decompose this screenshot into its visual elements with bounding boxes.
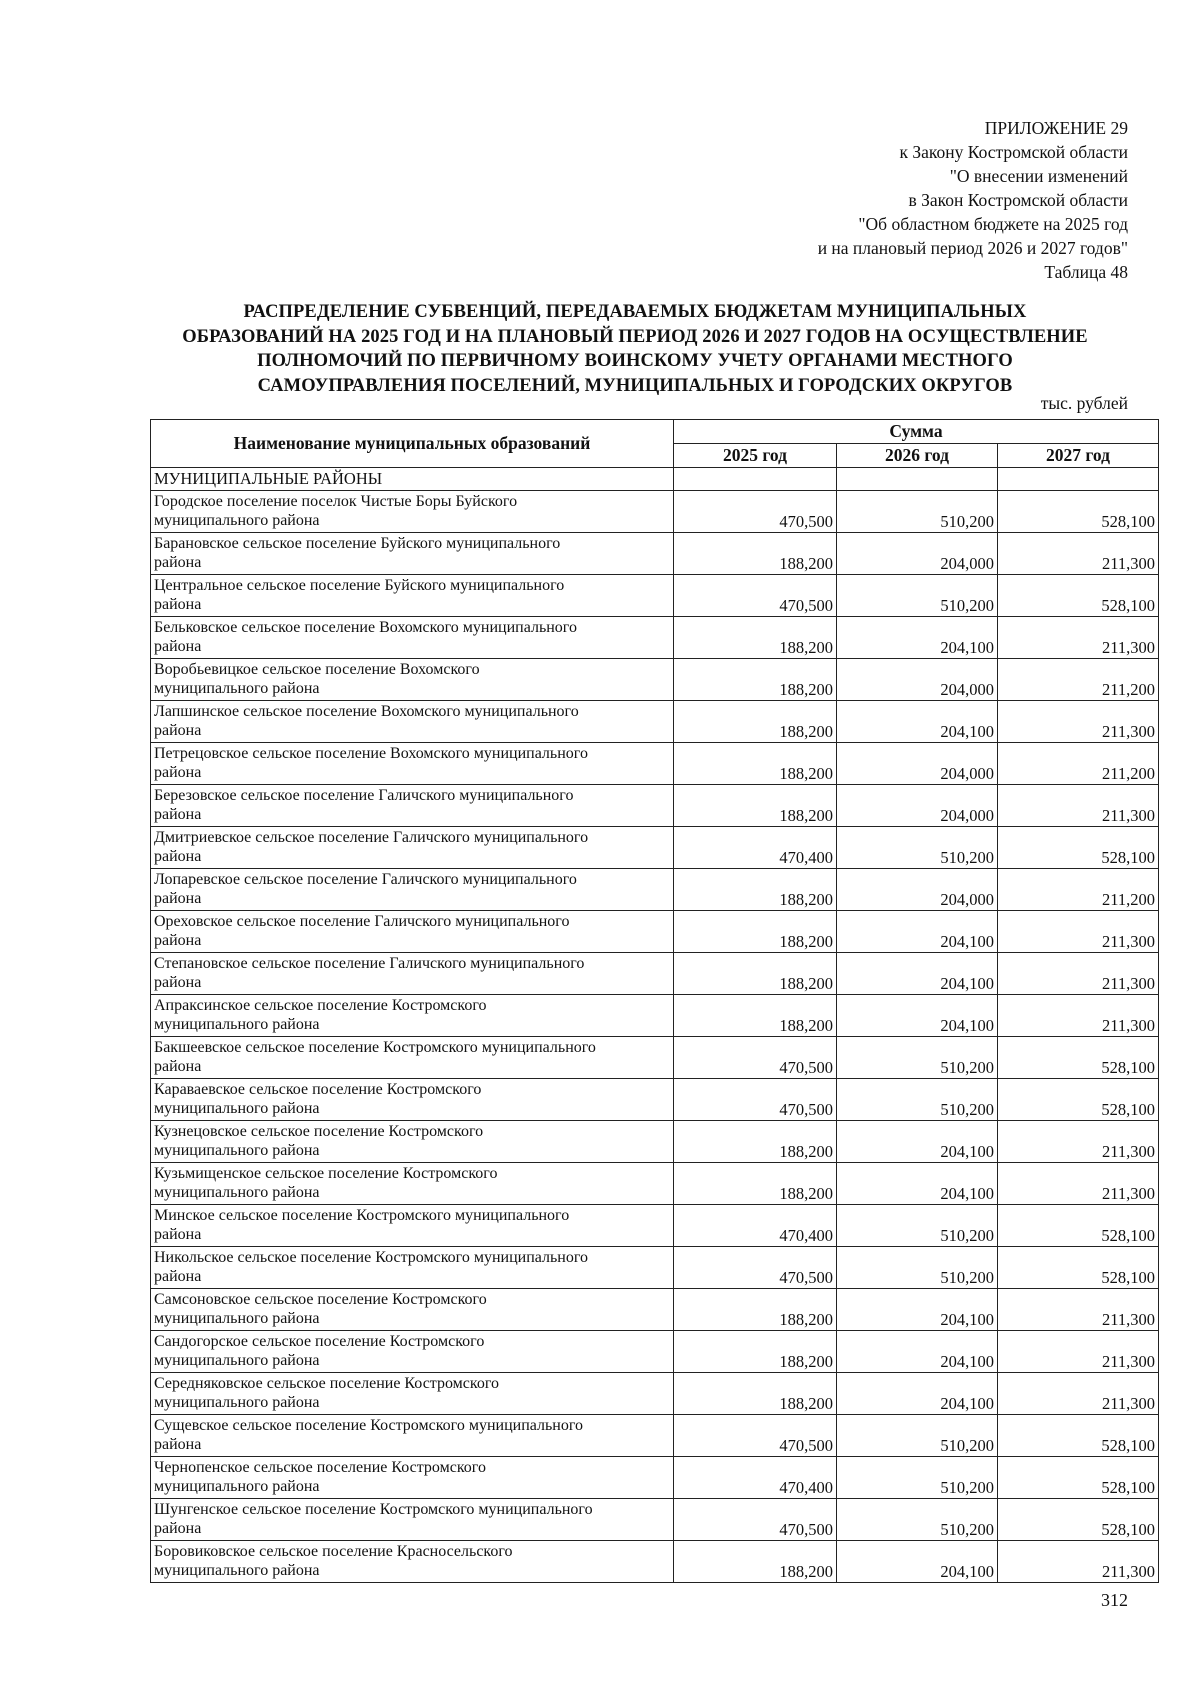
amount-2025: 188,200 [674, 911, 837, 953]
header-year-2026: 2026 год [837, 444, 998, 468]
amount-2027: 528,100 [998, 1037, 1159, 1079]
table-row [151, 1541, 1159, 1583]
municipality-name-line-1: Бакшеевское сельское поселение Костромского муниципального [154, 1039, 596, 1056]
amount-2027: 211,300 [998, 953, 1159, 995]
table-row [151, 1163, 1159, 1205]
amount-2026: 204,100 [837, 1121, 998, 1163]
municipality-name-line-2: района [154, 890, 202, 907]
municipality-name [151, 701, 674, 743]
municipality-name-line-1: Караваевское сельское поселение Костромского [154, 1081, 482, 1098]
amount-2025: 188,200 [674, 1163, 837, 1205]
table-row [151, 1247, 1159, 1289]
municipality-name-line-1: Степановское сельское поселение Галичского муниципального [154, 955, 585, 972]
amount-2026: 510,200 [837, 1415, 998, 1457]
title-line-4: САМОУПРАВЛЕНИЯ ПОСЕЛЕНИЙ, МУНИЦИПАЛЬНЫХ И ГОРОДСКИХ ОКРУГОВ [257, 375, 1013, 396]
amount-2025: 188,200 [674, 701, 837, 743]
appendix-line-4: в Закон Костромской области [908, 190, 1128, 210]
amount-2026: 204,000 [837, 743, 998, 785]
municipality-name-line-1: Никольское сельское поселение Костромского муниципального [154, 1249, 589, 1266]
header-name: Наименование муниципальных образований [151, 420, 674, 468]
amount-2025: 470,500 [674, 1247, 837, 1289]
municipality-name-line-2: района [154, 1268, 202, 1285]
table-row [151, 743, 1159, 785]
document-title [130, 300, 1140, 398]
municipality-name-line-2: района [154, 638, 202, 655]
amount-2025: 470,500 [674, 491, 837, 533]
table-row [151, 491, 1159, 533]
municipality-name [151, 1037, 674, 1079]
municipality-name [151, 953, 674, 995]
municipality-name-line-1: Апраксинское сельское поселение Костромского [154, 997, 487, 1014]
amount-2026: 204,100 [837, 911, 998, 953]
header-sum: Сумма [674, 420, 1159, 444]
amount-2027: 211,300 [998, 995, 1159, 1037]
amount-2027: 528,100 [998, 575, 1159, 617]
amount-2025: 470,500 [674, 1415, 837, 1457]
municipality-name-line-2: муниципального района [154, 1562, 320, 1579]
municipality-name-line-1: Сущевское сельское поселение Костромского муниципального [154, 1417, 584, 1434]
municipality-name [151, 785, 674, 827]
amount-2025: 188,200 [674, 869, 837, 911]
header-row [151, 420, 1159, 444]
amount-2027: 211,300 [998, 533, 1159, 575]
appendix-block [608, 116, 1128, 284]
amount-2026: 510,200 [837, 827, 998, 869]
municipality-name-line-1: Городское поселение поселок Чистые Боры Буйского [154, 493, 518, 510]
amount-2025: 188,200 [674, 533, 837, 575]
municipality-name [151, 995, 674, 1037]
amount-2027: 528,100 [998, 1499, 1159, 1541]
amount-2027: 528,100 [998, 827, 1159, 869]
amount-2026: 204,100 [837, 1289, 998, 1331]
amount-2025: 188,200 [674, 743, 837, 785]
municipality-name-line-2: района [154, 764, 202, 781]
title-line-3: ПОЛНОМОЧИЙ ПО ПЕРВИЧНОМУ ВОИНСКОМУ УЧЕТУ ОРГАНАМИ МЕСТНОГО [257, 351, 1013, 371]
title-line-1: РАСПРЕДЕЛЕНИЕ СУБВЕНЦИЙ, ПЕРЕДАВАЕМЫХ БЮДЖЕТАМ МУНИЦИПАЛЬНЫХ [243, 302, 1027, 322]
amount-2027: 211,300 [998, 1373, 1159, 1415]
municipality-name [151, 659, 674, 701]
amount-2025: 188,200 [674, 953, 837, 995]
amount-2026: 510,200 [837, 491, 998, 533]
municipality-name [151, 869, 674, 911]
amount-2025: 470,500 [674, 1037, 837, 1079]
appendix-line-1: ПРИЛОЖЕНИЕ 29 [984, 118, 1128, 138]
amount-2025: 470,400 [674, 1205, 837, 1247]
municipality-name-line-1: Лапшинское сельское поселение Вохомского муниципального [154, 703, 579, 720]
municipality-name [151, 533, 674, 575]
municipality-name-line-2: района [154, 1058, 202, 1075]
municipality-name-line-1: Воробьевицкое сельское поселение Вохомского [154, 661, 480, 678]
table-row [151, 911, 1159, 953]
municipality-name [151, 743, 674, 785]
amount-2025: 470,500 [674, 1499, 837, 1541]
table-row [151, 1121, 1159, 1163]
units-label: тыс. рублей [1040, 393, 1128, 413]
amount-2026: 204,100 [837, 1331, 998, 1373]
table-row [151, 659, 1159, 701]
municipality-name-line-1: Центральное сельское поселение Буйского муниципального [154, 577, 565, 594]
amount-2027: 211,300 [998, 1289, 1159, 1331]
table-row [151, 1457, 1159, 1499]
amount-2025: 188,200 [674, 1331, 837, 1373]
amount-2027: 211,200 [998, 659, 1159, 701]
table-row [151, 617, 1159, 659]
municipality-name [151, 491, 674, 533]
appendix-line-2: к Закону Костромской области [899, 142, 1128, 162]
municipality-name [151, 1331, 674, 1373]
amount-2025: 188,200 [674, 1373, 837, 1415]
municipality-name [151, 1079, 674, 1121]
section-label: МУНИЦИПАЛЬНЫЕ РАЙОНЫ [151, 468, 674, 491]
table-row [151, 827, 1159, 869]
amount-2025: 470,500 [674, 1079, 837, 1121]
amount-2026: 510,200 [837, 1205, 998, 1247]
municipality-name-line-1: Боровиковское сельское поселение Красносельского [154, 1543, 513, 1560]
amount-2025: 470,400 [674, 827, 837, 869]
municipality-name-line-2: района [154, 806, 202, 823]
amount-2027: 528,100 [998, 1415, 1159, 1457]
municipality-name-line-2: района [154, 1436, 202, 1453]
amount-2027: 528,100 [998, 1079, 1159, 1121]
section-empty-cell [674, 468, 837, 491]
municipality-name [151, 1205, 674, 1247]
municipality-name [151, 1457, 674, 1499]
section-empty-cell [837, 468, 998, 491]
amount-2027: 211,300 [998, 701, 1159, 743]
amount-2026: 204,100 [837, 1541, 998, 1583]
amount-2027: 528,100 [998, 1205, 1159, 1247]
title-line-2: ОБРАЗОВАНИЙ НА 2025 ГОД И НА ПЛАНОВЫЙ ПЕРИОД 2026 И 2027 ГОДОВ НА ОСУЩЕСТВЛЕНИЕ [182, 326, 1088, 347]
section-empty-cell [998, 468, 1159, 491]
table-row [151, 1499, 1159, 1541]
municipality-name-line-1: Минское сельское поселение Костромского муниципального [154, 1207, 570, 1224]
municipality-name-line-2: муниципального района [154, 1352, 320, 1369]
amount-2026: 510,200 [837, 1247, 998, 1289]
municipality-name-line-1: Чернопенское сельское поселение Костромского [154, 1459, 486, 1476]
municipality-name [151, 827, 674, 869]
municipality-name-line-1: Шунгенское сельское поселение Костромского муниципального [154, 1501, 593, 1518]
page-number: 312 [1101, 1590, 1128, 1610]
amount-2025: 188,200 [674, 1289, 837, 1331]
amount-2026: 204,000 [837, 869, 998, 911]
municipality-name-line-2: муниципального района [154, 1394, 320, 1411]
section-row [151, 468, 1159, 491]
amount-2027: 211,300 [998, 911, 1159, 953]
municipality-name-line-1: Петрецовское сельское поселение Вохомского муниципального [154, 745, 588, 762]
amount-2026: 510,200 [837, 1079, 998, 1121]
table-row [151, 953, 1159, 995]
header-year-2025: 2025 год [674, 444, 837, 468]
municipality-name-line-1: Ореховское сельское поселение Галичского муниципального [154, 913, 570, 930]
municipality-name-line-2: муниципального района [154, 680, 320, 697]
amount-2026: 510,200 [837, 1457, 998, 1499]
municipality-name-line-2: муниципального района [154, 1142, 320, 1159]
municipality-name-line-1: Кузнецовское сельское поселение Костромского [154, 1123, 484, 1140]
table-row [151, 1205, 1159, 1247]
amount-2026: 510,200 [837, 1037, 998, 1079]
subvention-table [150, 419, 1159, 1583]
municipality-name [151, 1247, 674, 1289]
municipality-name-line-2: муниципального района [154, 1016, 320, 1033]
amount-2025: 188,200 [674, 785, 837, 827]
municipality-name [151, 1499, 674, 1541]
municipality-name-line-1: Бельковское сельское поселение Вохомского муниципального [154, 619, 577, 636]
amount-2026: 204,100 [837, 617, 998, 659]
municipality-name [151, 575, 674, 617]
appendix-line-6: и на плановый период 2026 и 2027 годов" [817, 238, 1128, 258]
amount-2027: 211,300 [998, 785, 1159, 827]
municipality-name [151, 1541, 674, 1583]
amount-2026: 204,100 [837, 995, 998, 1037]
municipality-name-line-2: района [154, 848, 202, 865]
municipality-name-line-2: муниципального района [154, 1100, 320, 1117]
municipality-name-line-2: района [154, 722, 202, 739]
municipality-name-line-1: Самсоновское сельское поселение Костромского [154, 1291, 487, 1308]
municipality-name-line-1: Лопаревское сельское поселение Галичского муниципального [154, 871, 577, 888]
municipality-name-line-2: района [154, 596, 202, 613]
amount-2026: 510,200 [837, 1499, 998, 1541]
table-row [151, 1373, 1159, 1415]
amount-2025: 188,200 [674, 659, 837, 701]
table-row [151, 1331, 1159, 1373]
municipality-name-line-1: Дмитриевское сельское поселение Галичского муниципального [154, 829, 589, 846]
amount-2027: 211,300 [998, 1121, 1159, 1163]
amount-2027: 528,100 [998, 491, 1159, 533]
municipality-name-line-2: района [154, 932, 202, 949]
municipality-name [151, 617, 674, 659]
table-row [151, 1415, 1159, 1457]
appendix-line-5: "Об областном бюджете на 2025 год [858, 214, 1128, 234]
municipality-name-line-2: района [154, 1226, 202, 1243]
amount-2027: 211,300 [998, 617, 1159, 659]
table-row [151, 869, 1159, 911]
municipality-name-line-2: муниципального района [154, 512, 320, 529]
municipality-name-line-2: района [154, 1520, 202, 1537]
municipality-name-line-1: Середняковское сельское поселение Костромского [154, 1375, 500, 1392]
municipality-name [151, 1121, 674, 1163]
table-row [151, 1037, 1159, 1079]
amount-2026: 204,100 [837, 953, 998, 995]
amount-2025: 188,200 [674, 995, 837, 1037]
amount-2025: 188,200 [674, 617, 837, 659]
amount-2026: 204,000 [837, 659, 998, 701]
municipality-name-line-1: Березовское сельское поселение Галичского муниципального [154, 787, 574, 804]
table-row [151, 1079, 1159, 1121]
municipality-name-line-2: муниципального района [154, 1478, 320, 1495]
municipality-name [151, 1373, 674, 1415]
amount-2026: 204,100 [837, 1373, 998, 1415]
table-number: Таблица 48 [1044, 262, 1128, 282]
amount-2027: 211,300 [998, 1541, 1159, 1583]
header-year-2027: 2027 год [998, 444, 1159, 468]
appendix-line-3: "О внесении изменений [949, 166, 1128, 186]
municipality-name [151, 1289, 674, 1331]
municipality-name-line-2: района [154, 974, 202, 991]
amount-2025: 188,200 [674, 1541, 837, 1583]
table-row [151, 701, 1159, 743]
municipality-name-line-1: Сандогорское сельское поселение Костромского [154, 1333, 485, 1350]
amount-2026: 204,000 [837, 533, 998, 575]
table-row [151, 1289, 1159, 1331]
amount-2027: 211,200 [998, 743, 1159, 785]
amount-2027: 528,100 [998, 1247, 1159, 1289]
amount-2026: 204,100 [837, 701, 998, 743]
municipality-name-line-1: Кузьмищенское сельское поселение Костромского [154, 1165, 498, 1182]
amount-2025: 470,400 [674, 1457, 837, 1499]
table-row [151, 575, 1159, 617]
amount-2025: 470,500 [674, 575, 837, 617]
table-row [151, 533, 1159, 575]
amount-2026: 204,000 [837, 785, 998, 827]
municipality-name [151, 911, 674, 953]
amount-2025: 188,200 [674, 1121, 837, 1163]
amount-2027: 211,200 [998, 869, 1159, 911]
municipality-name [151, 1163, 674, 1205]
municipality-name-line-2: муниципального района [154, 1184, 320, 1201]
table-row [151, 785, 1159, 827]
table-row [151, 995, 1159, 1037]
amount-2026: 204,100 [837, 1163, 998, 1205]
amount-2026: 510,200 [837, 575, 998, 617]
amount-2027: 528,100 [998, 1457, 1159, 1499]
amount-2027: 211,300 [998, 1163, 1159, 1205]
amount-2027: 211,300 [998, 1331, 1159, 1373]
municipality-name-line-2: муниципального района [154, 1310, 320, 1327]
municipality-name-line-1: Барановское сельское поселение Буйского муниципального [154, 535, 561, 552]
municipality-name [151, 1415, 674, 1457]
municipality-name-line-2: района [154, 554, 202, 571]
